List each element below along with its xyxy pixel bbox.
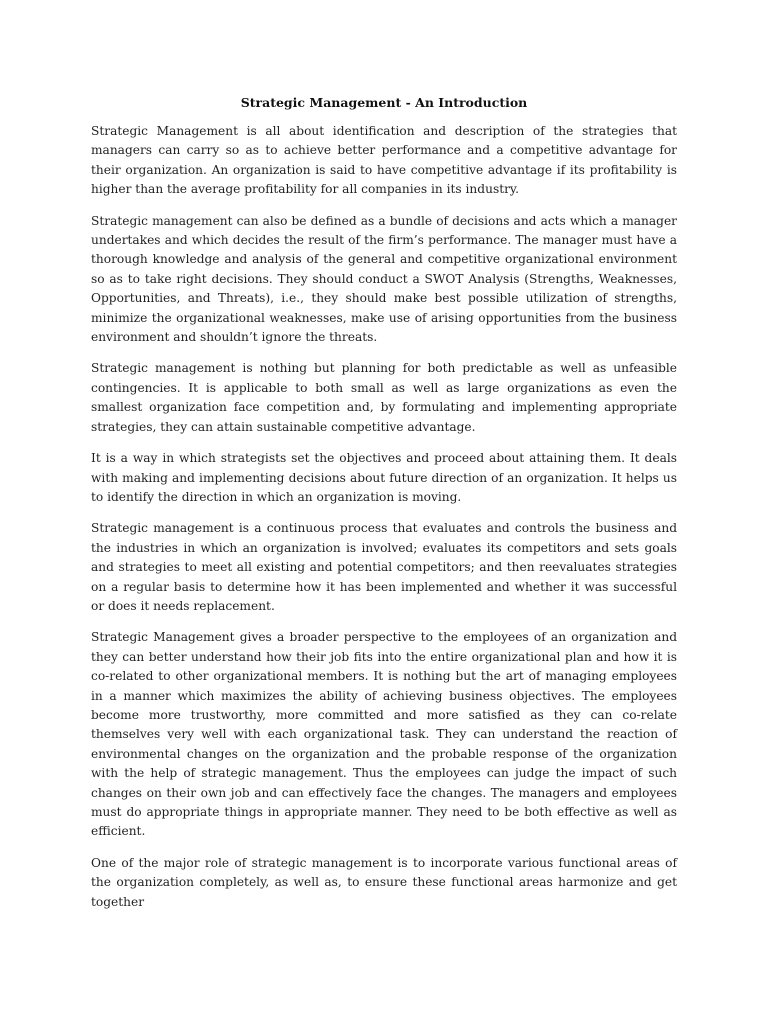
paragraph-1: Strategic Management is all about identification and description of the strategies that managers can carry so as to achieve better performance and a competitive advantage for their organization. An organization is said to have competitive advantage if its profitability is higher than the average profitability for all companies in its industry. — [91, 124, 677, 197]
paragraph-7: One of the major role of strategic management is to incorporate various functional areas of the organization completely, as well as, to ensure these functional areas harmonize and get together — [91, 855, 677, 909]
paragraph-6: Strategic Management gives a broader perspective to the employees of an organization and they can better understand how their job fits into the entire organizational plan and how it is co-related to other organizational members. It is nothing but the art of managing employees in a manner which maximizes the ability of achieving business objectives. The employees become more trustworthy, more committed and more satisfied as they can co-relate themselves very well with each organizational task. They can understand the reaction of environmental changes on the organization and the probable response of the organization with the help of strategic management. Thus the employees can judge the impact of such changes on their own job and can effectively face the changes. The managers and employees must do appropriate things in appropriate manner. They need to be both effective as well as efficient. — [91, 630, 677, 839]
paragraph-5: Strategic management is a continuous process that evaluates and controls the business and the industries in which an organization is involved; evaluates its competitors and sets goals and strategies to meet all existing and potential competitors; and then reevaluates strategies on a regular basis to determine how it has been implemented and whether it was successful or does it needs replacement. — [91, 521, 677, 613]
document-title: Strategic Management - An Introduction — [240, 95, 528, 110]
paragraph-4: It is a way in which strategists set the objectives and proceed about attaining them. It deals with making and implementing decisions about future direction of an organization. It helps us to identify the direction in which an organization is moving. — [91, 451, 677, 504]
paragraph-2: Strategic management can also be defined as a bundle of decisions and acts which a manager undertakes and which decides the result of the firm’s performance. The manager must have a thorough knowledge and analysis of the general and competitive organizational environment so as to take right decisions. They should conduct a SWOT Analysis (Strengths, Weaknesses, Opportunities, and Threats), i.e., they should make best possible utilization of strengths, minimize the organizational weaknesses, make use of arising opportunities from the business environment and shouldn’t ignore the threats. — [91, 213, 677, 345]
paragraph-3: Strategic management is nothing but planning for both predictable as well as unfeasible contingencies. It is applicable to both small as well as large organizations as even the smallest organization face competition and, by formulating and implementing appropriate strategies, they can attain sustainable competitive advantage. — [91, 361, 677, 434]
document-body — [91, 93, 677, 924]
